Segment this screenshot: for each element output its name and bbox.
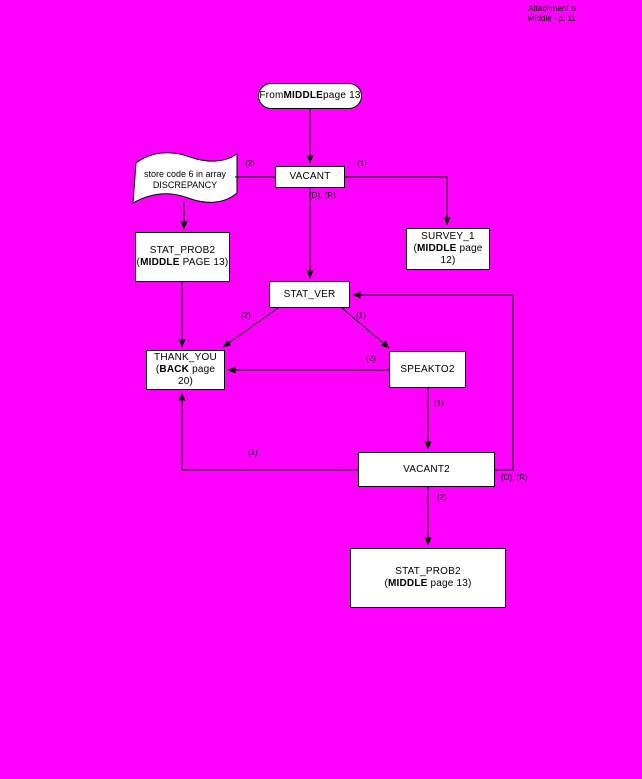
node-title: STAT_VER (283, 288, 336, 300)
text-segment-bold: MIDDLE (416, 243, 457, 254)
node-title: THANK_YOU (154, 352, 217, 363)
text-segment-bold: MIDDLE (283, 90, 324, 101)
stat-ver-node (269, 281, 350, 308)
edge-label-vacant-yes: (1) (357, 159, 367, 168)
page-header (528, 4, 576, 24)
start-terminal-node (258, 83, 362, 109)
text-segment: page 20) (177, 364, 216, 387)
text-segment: page 13 (323, 90, 361, 101)
edge-label-vacant2-down: (2) (437, 493, 447, 502)
node-title: SURVEY_1 (421, 231, 475, 242)
text-segment: From (259, 90, 284, 101)
node-subtitle (384, 578, 471, 590)
thank-you-node (146, 350, 225, 390)
text-segment: ( (384, 578, 388, 589)
edge-label-vacant2-left: (1) (248, 448, 258, 457)
speakto2-node (389, 351, 466, 388)
edge-label-vacant-dr: (D), (R) (309, 191, 336, 200)
edge-label-vacant2-dr: (D), (R) (501, 473, 528, 482)
stat-prob2-left-node (135, 232, 230, 282)
vacant2-node (358, 452, 495, 487)
edge-vacant2-to-thankyou (182, 393, 358, 470)
text-segment-bold: BACK (159, 364, 190, 375)
text-segment: ( (413, 243, 417, 254)
node-title: VACANT2 (403, 463, 450, 475)
text-segment: PAGE 13) (179, 257, 229, 268)
node-title: STAT_PROB2 (395, 566, 461, 577)
survey1-node (406, 228, 490, 270)
node-subtitle (147, 364, 224, 388)
text-segment: ( (136, 257, 141, 268)
text-segment-bold: MIDDLE (387, 578, 428, 589)
edge-label-statver-yes: (1) (356, 311, 366, 320)
attachment-label: Attachment B (528, 4, 577, 13)
edge-vacant-to-survey1 (345, 177, 447, 225)
node-title: VACANT (289, 171, 331, 182)
vacant-node (275, 166, 345, 188)
page-number-label: Middle - p. 11 (528, 14, 576, 23)
edge-label-speakto2-yes: (1) (434, 399, 444, 408)
text-segment-bold: MIDDLE (140, 257, 180, 268)
node-subtitle (407, 243, 489, 267)
edge-label-vacant-no: (2) (245, 159, 255, 168)
stat-prob2-bottom-node (350, 548, 506, 608)
node-title: store code 6 in array (143, 169, 227, 179)
text-segment: page 13) (427, 578, 472, 589)
node-title: SPEAKTO2 (400, 363, 455, 375)
edge-label-statver-no: (2) (241, 311, 251, 320)
store-discrepancy-node (133, 158, 237, 202)
node-subtitle (137, 257, 229, 269)
node-title: STAT_PROB2 (149, 245, 216, 256)
text-segment: page 12) (440, 243, 483, 266)
text-segment: ( (155, 364, 160, 375)
edge-label-speakto2-no: (2) (366, 354, 376, 363)
node-subtitle: DISCREPANCY (152, 180, 218, 190)
